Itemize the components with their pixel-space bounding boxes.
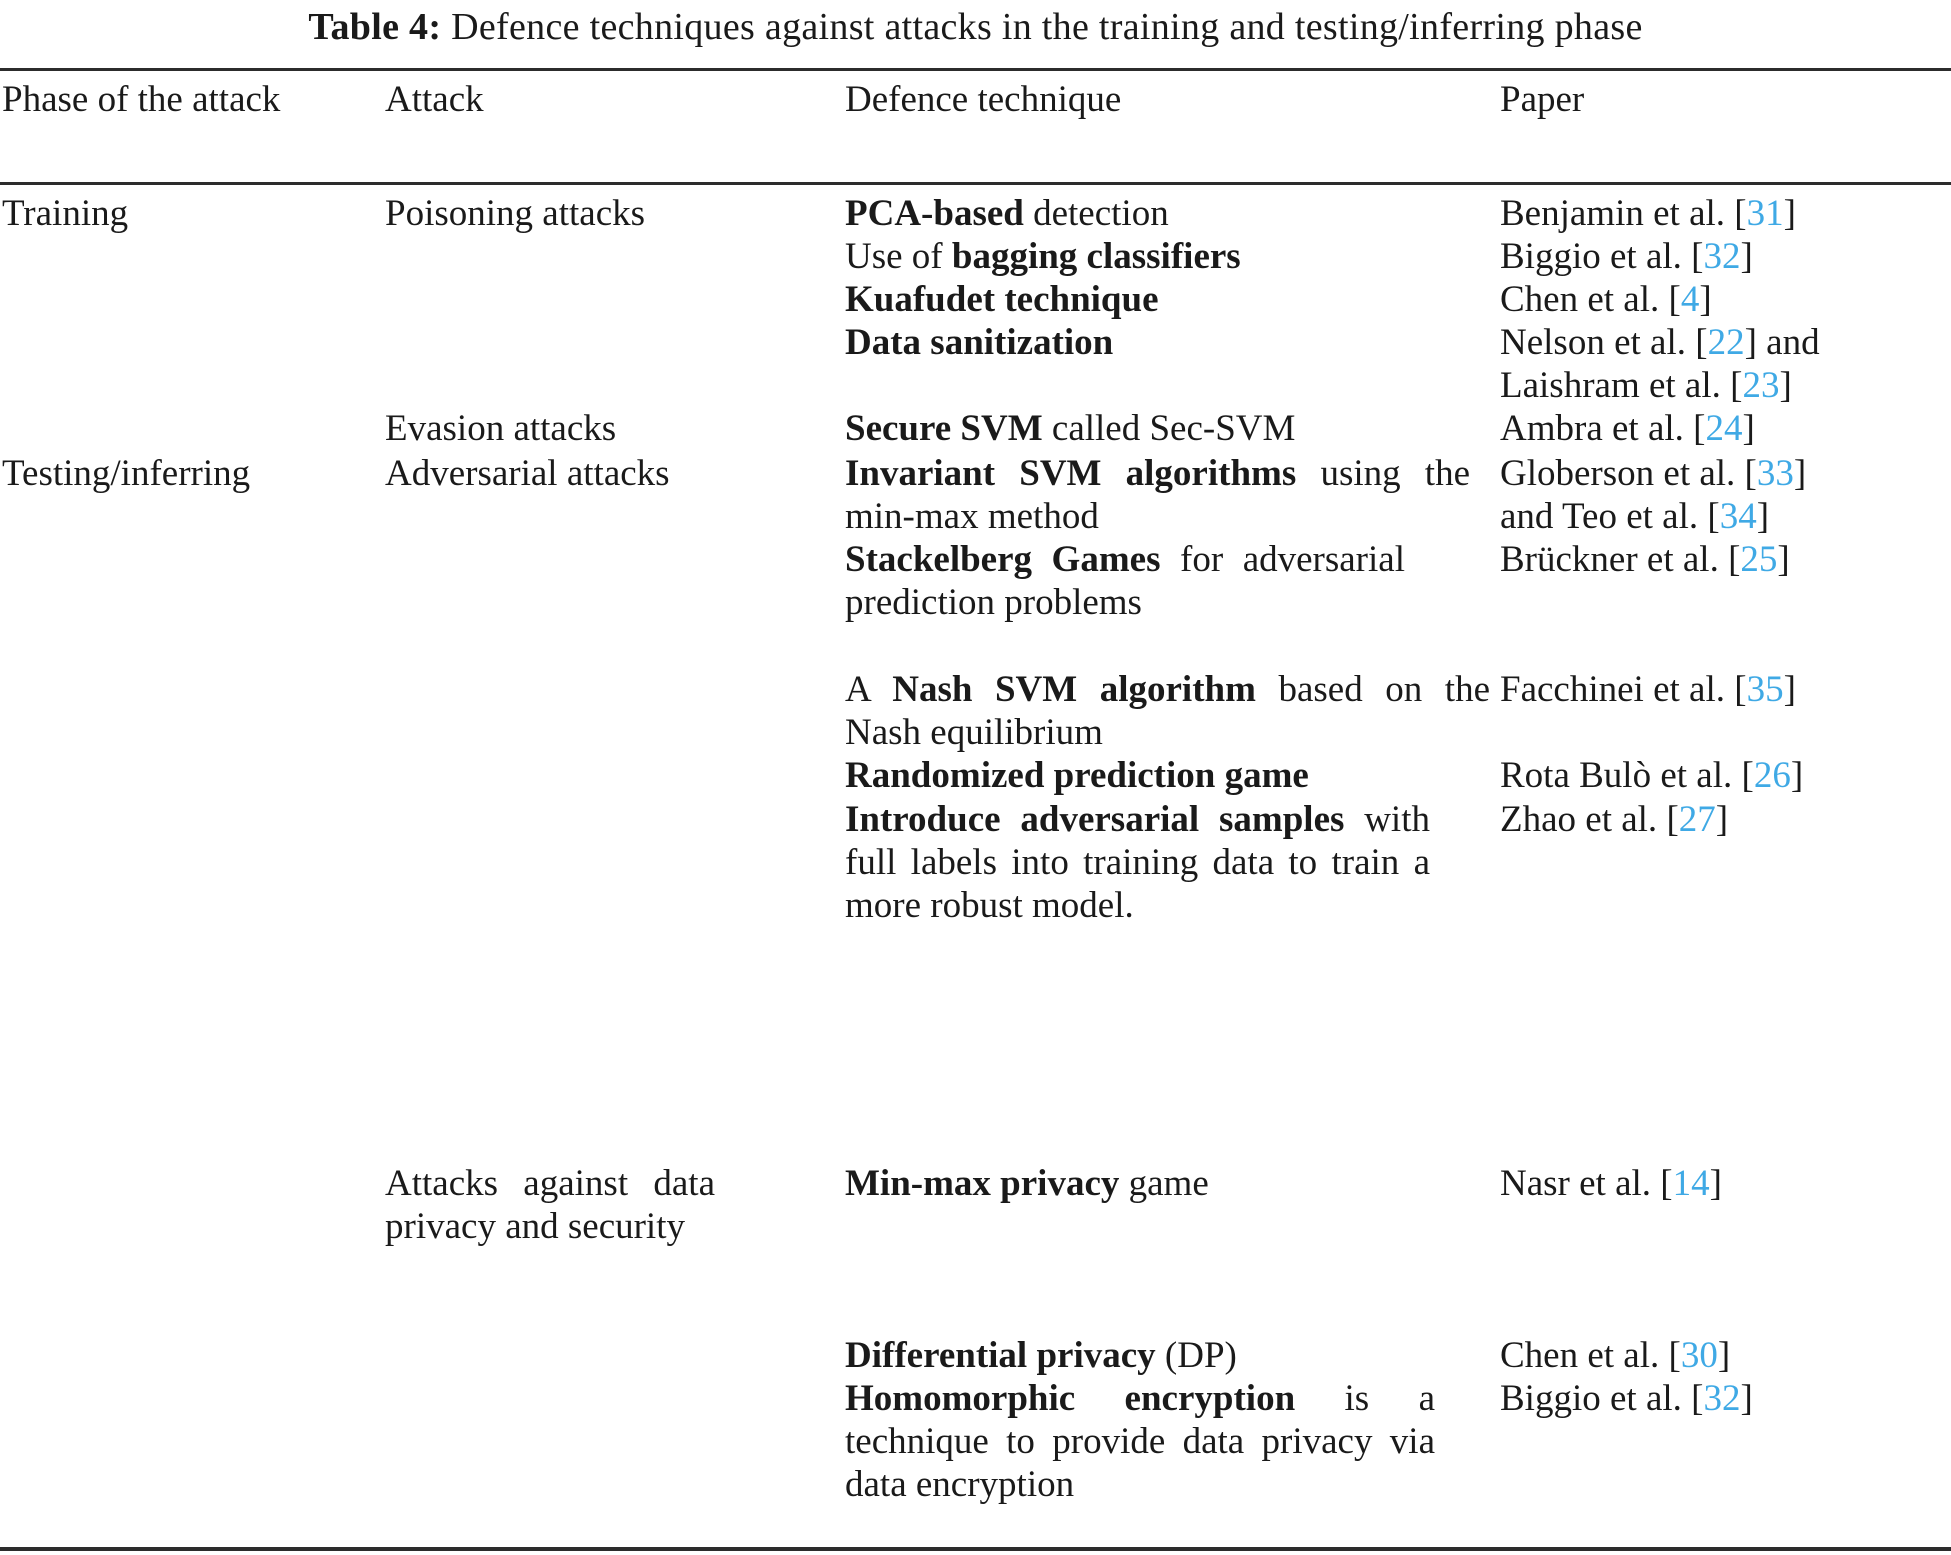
paper-nasr: Nasr et al. [14]	[1500, 1163, 1722, 1204]
paper-chen-30: Chen et al. [30]	[1500, 1335, 1731, 1376]
defence-stackelberg-games: Stackelberg Games for adversarial prediction problems	[845, 539, 1405, 623]
attack-evasion: Evasion attacks	[385, 408, 617, 449]
column-header-attack: Attack	[385, 79, 484, 120]
defence-invariant-svm: Invariant SVM algorithms using the min-max method	[845, 453, 1470, 537]
table-rule-header-separator	[0, 182, 1951, 185]
paper-laishram: Laishram et al. [23]	[1500, 365, 1792, 406]
defence-differential-privacy: Differential privacy (DP)	[845, 1335, 1237, 1376]
citation-ref: 22	[1707, 322, 1745, 363]
defence-data-sanitization: Data sanitization	[845, 322, 1114, 363]
citation-ref: 30	[1680, 1335, 1718, 1376]
table-caption-label: Table 4:	[308, 6, 442, 48]
column-header-phase: Phase of the attack	[2, 79, 281, 120]
defence-secure-svm: Secure SVM called Sec-SVM	[845, 408, 1296, 449]
citation-ref: 25	[1740, 539, 1778, 580]
citation-ref: 32	[1703, 236, 1741, 277]
paper-globerson: Globerson et al. [33]	[1500, 453, 1807, 494]
attack-poisoning: Poisoning attacks	[385, 193, 646, 234]
defence-homomorphic-encryption: Homomorphic encryption is a technique to provide data privacy via data encryption	[845, 1378, 1435, 1505]
citation-ref: 33	[1756, 453, 1794, 494]
citation-ref: 4	[1680, 279, 1700, 320]
paper-rota-bulo: Rota Bulò et al. [26]	[1500, 755, 1804, 796]
citation-ref: 23	[1742, 365, 1780, 406]
defence-randomized-prediction-game: Randomized prediction game	[845, 755, 1309, 796]
table-caption-text: Defence techniques against attacks in the training and testing/inferring phase	[451, 6, 1643, 48]
citation-ref: 35	[1746, 669, 1784, 710]
citation-ref: 14	[1672, 1163, 1710, 1204]
paper-bruckner: Brückner et al. [25]	[1500, 539, 1790, 580]
citation-ref: 24	[1705, 408, 1743, 449]
paper-benjamin: Benjamin et al. [31]	[1500, 193, 1796, 234]
defence-bagging-classifiers: Use of bagging classifiers	[845, 236, 1241, 277]
table-caption	[0, 2, 1951, 52]
table-rule-top	[0, 68, 1951, 71]
phase-testing-inferring: Testing/inferring	[2, 453, 251, 494]
paper-nelson: Nelson et al. [22] and	[1500, 322, 1820, 363]
paper-biggio-32a: Biggio et al. [32]	[1500, 236, 1753, 277]
defence-kuafudet: Kuafudet technique	[845, 279, 1159, 320]
defence-pca-based: PCA-based detection	[845, 193, 1169, 234]
citation-ref: 32	[1703, 1378, 1741, 1419]
column-header-defence: Defence technique	[845, 79, 1122, 120]
attack-adversarial: Adversarial attacks	[385, 453, 670, 494]
paper-zhao: Zhao et al. [27]	[1500, 799, 1729, 840]
paper-facchinei: Facchinei et al. [35]	[1500, 669, 1796, 710]
citation-ref: 26	[1753, 755, 1791, 796]
paper-ambra: Ambra et al. [24]	[1500, 408, 1755, 449]
defence-nash-svm: A Nash SVM algorithm based on the Nash equilibrium	[845, 669, 1490, 753]
table-rule-bottom	[0, 1547, 1951, 1551]
citation-ref: 34	[1719, 496, 1757, 537]
paper-teo: and Teo et al. [34]	[1500, 496, 1770, 537]
attack-privacy-security: Attacks against data privacy and security	[385, 1163, 715, 1247]
paper-chen-4: Chen et al. [4]	[1500, 279, 1712, 320]
defence-introduce-adversarial-samples: Introduce adversarial samples with full labels into training data to train a more robust model.	[845, 799, 1430, 926]
column-header-paper: Paper	[1500, 79, 1585, 120]
phase-training: Training	[2, 193, 129, 234]
paper-biggio-32b: Biggio et al. [32]	[1500, 1378, 1753, 1419]
citation-ref: 27	[1678, 799, 1716, 840]
citation-ref: 31	[1746, 193, 1784, 234]
defence-min-max-privacy: Min-max privacy game	[845, 1163, 1209, 1204]
